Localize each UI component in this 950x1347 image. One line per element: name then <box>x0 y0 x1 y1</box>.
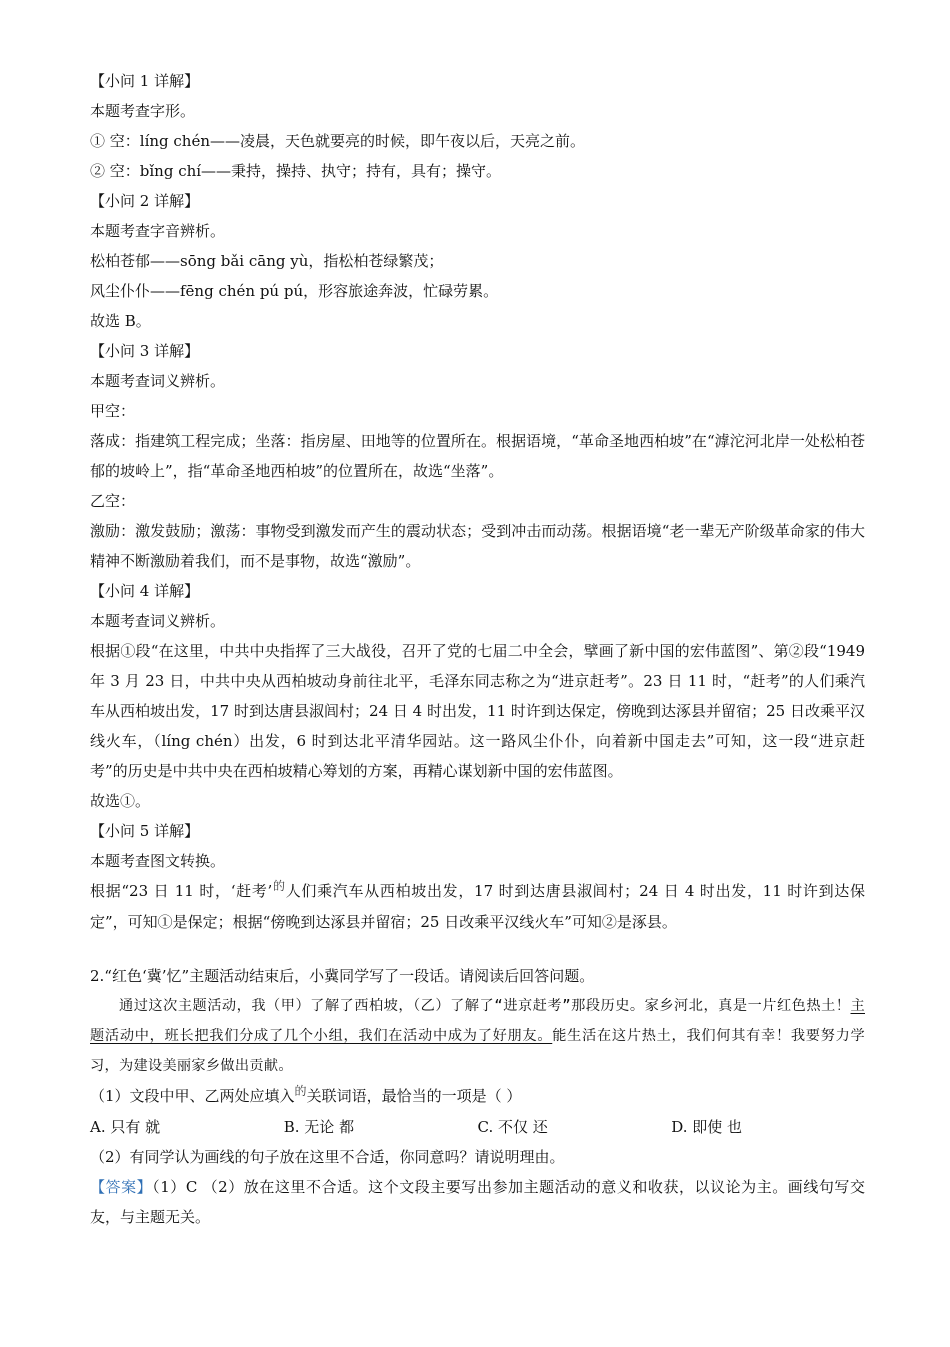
q1-blank-2: ② 空：bǐng chí——秉持，操持、执守；持有，具有；操守。 <box>90 162 502 180</box>
q3-yi-label: 乙空： <box>90 492 136 510</box>
answer-block <box>90 1172 865 1232</box>
q4-topic: 本题考查词义辨析。 <box>90 612 226 630</box>
q3-jia-label: 甲空： <box>90 402 136 420</box>
answer-text: （1）C （2）放在这里不合适。这个文段主要写出参加主题活动的意义和收获，以议论为主。画线句写交友，与主题无关。 <box>90 1178 865 1226</box>
document-page <box>90 66 865 1232</box>
q4-heading: 【小问 4 详解】 <box>90 582 200 600</box>
sub-question-1 <box>90 1081 865 1112</box>
q2-answer: 故选 B。 <box>90 312 151 330</box>
passage-part-a: 通过这次主题活动，我（甲）了解了西柏坡，（乙）了解了“进京赶考”那段历史。家乡河北，真是一片红色热土！ <box>119 998 851 1014</box>
option-b: B. 无论 都 <box>283 1118 355 1136</box>
passage-part-b: 能生活在这片热土，我们何其有幸！我要努力学习，为建设美丽家乡做出贡献。 <box>90 1028 865 1074</box>
sub-question-1-part-b: 关联词语，最恰当的一项是（ ） <box>306 1087 522 1105</box>
q2-topic: 本题考查字音辨析。 <box>90 222 226 240</box>
options-row <box>90 1112 865 1142</box>
q1-topic: 本题考查字形。 <box>90 102 196 120</box>
q5-topic: 本题考查图文转换。 <box>90 852 226 870</box>
option-c: C. 不仅 还 <box>477 1118 548 1136</box>
underlined-sentence: 主题活动中，班长把我们分成了几个小组，我们在活动中成为了好朋友。 <box>90 998 865 1044</box>
q1-blank-1: ① 空：líng chén——凌晨，天色就要亮的时候，即午夜以后，天亮之前。 <box>90 132 585 150</box>
q4-paragraph: 根据①段“在这里，中共中央指挥了三大战役，召开了党的七届二中全会，擘画了新中国的宏伟蓝图”、第②段“1949 年 3 月 23 日，中共中央从西柏坡动身前往北平，毛泽东同志称之为“进京赶考”。23 日 11 时，“赶考”的人们乘汽车从西柏坡出发，17 时到达唐县淑闾村；24 日 4 时出发，11 时许到达保定，傍晚到达涿县并留宿；25 日改乘平汉线火车，（líng chén）出发，6 时到达北平清华园站。这一路风尘仆仆，向着新中国走去”可知，这一段“进京赶考”的历史是中共中央在西柏坡精心筹划的方案，再精心谋划新中国的宏伟蓝图。 <box>90 642 865 780</box>
q2-item-1: 松柏苍郁——sōng bǎi cāng yù，指松柏苍绿繁茂； <box>90 252 444 270</box>
option-a: A. 只有 就 <box>90 1118 161 1136</box>
sub-question-2: （2）有同学认为画线的句子放在这里不合适，你同意吗？请说明理由。 <box>90 1148 565 1166</box>
q5-paragraph-part-a: 根据“23 日 11 时，‘赶考’ <box>90 882 273 900</box>
q5-paragraph-part-b: 人们乘汽车从西柏坡出发，17 时到达唐县淑闾村；24 日 4 时出发，11 时许到达保定”，可知①是保定；根据“傍晚到达涿县并留宿；25 日改乘平汉线火车”可知②是涿县。 <box>90 882 865 931</box>
question-2-stem: 2.“红色‘冀’忆”主题活动结束后，小冀同学写了一段话。请阅读后回答问题。 <box>90 967 595 985</box>
q2-heading: 【小问 2 详解】 <box>90 192 200 210</box>
sub-question-1-part-a: （1）文段中甲、乙两处应填入 <box>90 1087 295 1105</box>
sub-question-1-inserted-char: 的 <box>294 1084 307 1098</box>
question-2-passage <box>90 991 865 1081</box>
q5-inserted-char: 的 <box>272 879 286 893</box>
answer-tag: 【答案】 <box>90 1178 153 1196</box>
q3-jia-paragraph: 落成：指建筑工程完成；坐落：指房屋、田地等的位置所在。根据语境，“革命圣地西柏坡”在“滹沱河北岸一处松柏苍郁的坡岭上”，指“革命圣地西柏坡”的位置所在，故选“坐落”。 <box>90 432 865 480</box>
q5-heading: 【小问 5 详解】 <box>90 822 200 840</box>
option-d: D. 即使 也 <box>671 1118 743 1136</box>
q4-answer: 故选①。 <box>90 792 151 810</box>
q1-heading: 【小问 1 详解】 <box>90 72 200 90</box>
q5-paragraph <box>90 876 865 937</box>
q3-topic: 本题考查词义辨析。 <box>90 372 226 390</box>
q3-heading: 【小问 3 详解】 <box>90 342 200 360</box>
q2-item-2: 风尘仆仆——fēng chén pú pú，形容旅途奔波，忙碌劳累。 <box>90 282 499 300</box>
q3-yi-paragraph: 激励：激发鼓励；激荡：事物受到激发而产生的震动状态；受到冲击而动荡。根据语境“老一辈无产阶级革命家的伟大精神不断激励着我们，而不是事物，故选“激励”。 <box>90 522 865 570</box>
